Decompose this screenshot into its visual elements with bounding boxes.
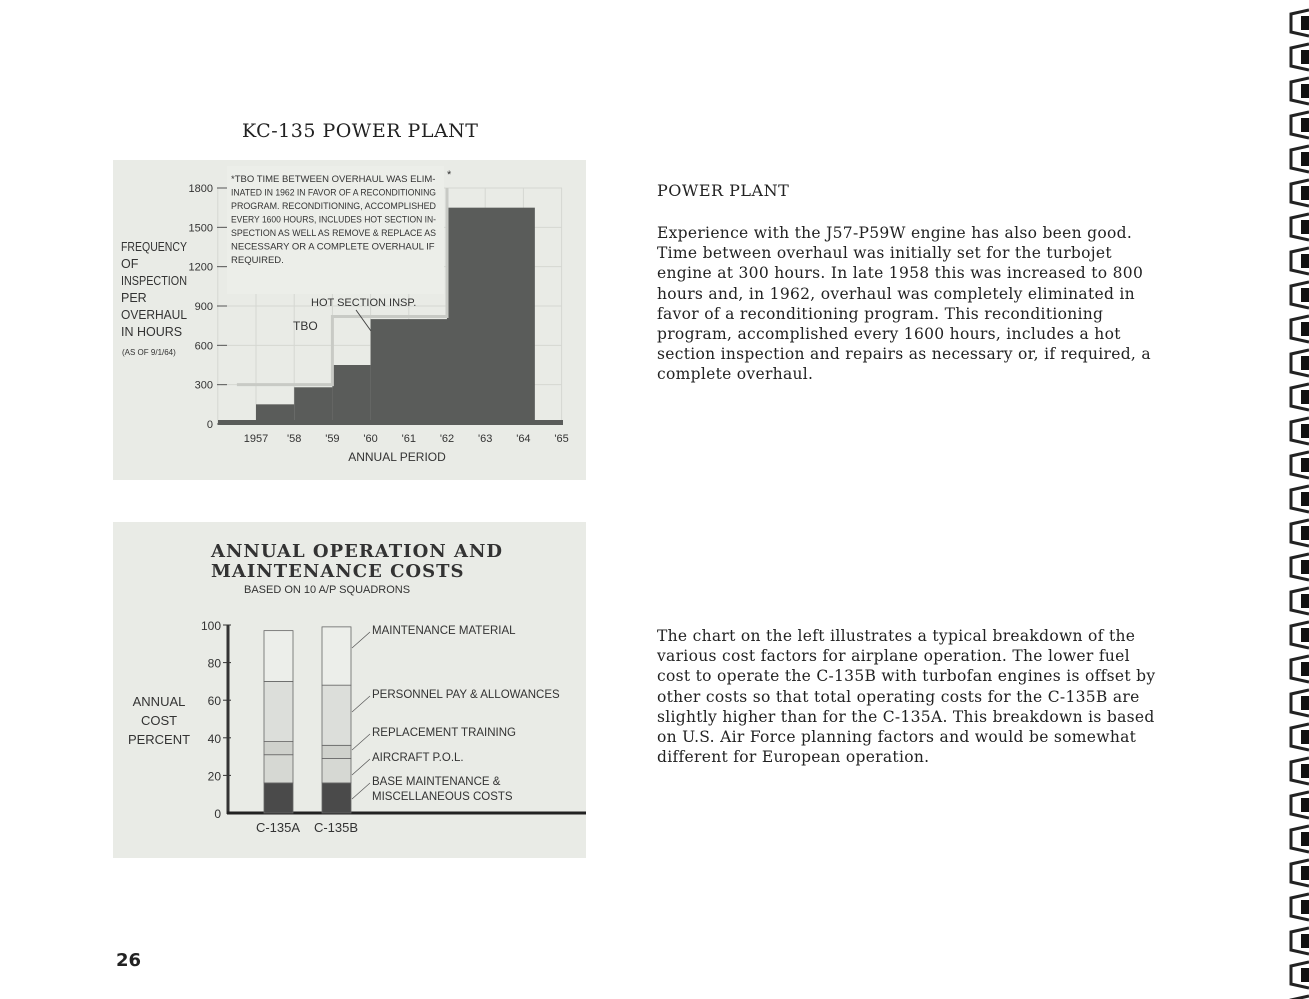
y-tick-label: 0	[214, 807, 221, 821]
legend-pointer	[352, 696, 370, 712]
y-tick-label: 1800	[188, 183, 213, 195]
y-tick-label: 80	[207, 656, 221, 671]
binding-hole	[1301, 764, 1309, 778]
binding-hole	[1301, 730, 1309, 744]
binding-hole	[1301, 186, 1309, 200]
binding-hole	[1301, 356, 1309, 370]
legend-pointer	[352, 734, 370, 750]
bar	[371, 319, 447, 424]
legend-pointer	[352, 759, 370, 775]
y-tick-label: 20	[207, 769, 221, 784]
y-axis-label: ANNUAL	[132, 694, 186, 709]
binding-hole	[1301, 560, 1309, 574]
binding-hole	[1301, 934, 1309, 948]
bar-segment	[264, 681, 293, 741]
category-label: C-135A	[255, 820, 301, 835]
bar-segment	[322, 745, 351, 758]
note-line: EVERY 1600 HOURS, INCLUDES HOT SECTION IN-	[231, 214, 436, 226]
power-plant-paragraph: Experience with the J57-P59W engine has also been good. Time between overhaul was initially set for the turbojet engine at 300 hours. In late 1958 this was increased to 800 hours and, in 1962, overhaul was completely eliminated in favor of a reconditioning program. This reconditioning program, accomplished every 1600 hours, includes a hot section inspection and repairs as necessary or, if required, a complete overhaul.	[657, 224, 1151, 384]
bar	[294, 387, 332, 424]
tbo-chart	[113, 160, 586, 480]
cost-chart	[113, 522, 586, 858]
y-tick-label: 1500	[188, 222, 213, 235]
y-axis-label: OF	[121, 257, 139, 271]
binding-hole	[1301, 662, 1309, 676]
x-tick-label: '59	[325, 433, 340, 445]
note-line: PROGRAM. RECONDITIONING, ACCOMPLISHED	[231, 201, 437, 212]
x-tick-label: '58	[287, 433, 302, 445]
bar	[447, 208, 535, 424]
chart-subtitle: BASED ON 10 A/P SQUADRONS	[244, 584, 411, 596]
binding-hole	[1301, 526, 1309, 540]
legend-label: MAINTENANCE MATERIAL	[372, 625, 516, 637]
binding-hole	[1301, 458, 1309, 472]
binding-hole	[1301, 152, 1309, 166]
y-tick-label: 40	[207, 731, 221, 746]
hot-section-pointer	[356, 310, 371, 331]
y-axis-label: INSPECTION	[121, 274, 187, 288]
bar-segment	[322, 783, 351, 813]
binding-hole	[1301, 832, 1309, 846]
bar-segment	[322, 685, 351, 745]
bar-segment	[264, 783, 293, 813]
section-heading: POWER PLANT	[657, 181, 790, 200]
x-axis-label: ANNUAL PERIOD	[348, 450, 446, 464]
binding-hole	[1301, 424, 1309, 438]
bar-segment	[322, 758, 351, 782]
y-axis-label: FREQUENCY	[121, 240, 188, 254]
binding-hole	[1301, 492, 1309, 506]
bar-segment	[264, 631, 293, 682]
tbo-label: TBO	[293, 319, 318, 333]
y-tick-label: 300	[194, 379, 213, 392]
y-axis-label: OVERHAUL	[121, 308, 188, 322]
bar	[332, 365, 370, 424]
note-line: REQUIRED.	[231, 255, 284, 266]
binding-hole	[1301, 696, 1309, 710]
binding-hole	[1301, 16, 1309, 30]
binding-hole	[1301, 50, 1309, 64]
y-tick-label: 0	[206, 419, 213, 431]
binding-hole	[1301, 322, 1309, 336]
y-axis-label: PERCENT	[127, 732, 191, 747]
binding-hole	[1301, 866, 1309, 880]
note-line: SPECTION AS WELL AS REMOVE & REPLACE AS	[231, 228, 436, 239]
category-label: C-135B	[313, 820, 359, 835]
x-tick-label: '65	[554, 433, 569, 445]
x-tick-label: '62	[439, 433, 455, 445]
binding-hole	[1301, 390, 1309, 404]
x-tick-label: 1957	[243, 433, 269, 445]
x-tick-label: '60	[363, 433, 378, 445]
legend-label: PERSONNEL PAY & ALLOWANCES	[372, 689, 560, 701]
legend-label: REPLACEMENT TRAINING	[372, 727, 516, 739]
binding-hole	[1301, 254, 1309, 268]
y-tick-label: 600	[194, 340, 213, 353]
binding-hole	[1301, 594, 1309, 608]
page-title: KC-135 POWER PLANT	[242, 120, 479, 142]
binding-hole	[1301, 900, 1309, 914]
cost-chart-panel	[113, 522, 586, 858]
x-tick-label: '64	[516, 433, 531, 445]
legend-pointer	[352, 783, 370, 799]
binding-hole	[1301, 628, 1309, 642]
chart-title: MAINTENANCE COSTS	[211, 561, 465, 582]
y-axis-label: IN HOURS	[121, 325, 183, 339]
binding-hole	[1301, 798, 1309, 812]
note-line: *TBO TIME BETWEEN OVERHAUL WAS ELIM-	[231, 174, 436, 185]
spiral-binding	[1279, 0, 1309, 999]
hot-section-label: HOT SECTION INSP.	[311, 297, 417, 309]
legend-label: BASE MAINTENANCE &	[372, 776, 501, 788]
y-axis-label: PER	[121, 291, 147, 305]
binding-hole	[1301, 220, 1309, 234]
y-axis-label: COST	[140, 713, 178, 728]
note-line: INATED IN 1962 IN FAVOR OF A RECONDITIONING	[231, 187, 436, 199]
asterisk: *	[447, 169, 452, 181]
y-tick-label: 60	[207, 694, 221, 709]
bar-segment	[264, 742, 293, 755]
y-tick-label: 1200	[188, 261, 213, 274]
legend-label: MISCELLANEOUS COSTS	[372, 791, 513, 803]
page-number: 26	[116, 950, 142, 971]
y-tick-label: 100	[200, 619, 221, 633]
binding-hole	[1301, 118, 1309, 132]
y-axis-note: (AS OF 9/1/64)	[122, 348, 176, 357]
cost-paragraph: The chart on the left illustrates a typical breakdown of the various cost factors for airplane operation. The lower fuel cost to operate the C-135B with turbofan engines is offset by other costs so that total operating costs for the C-135B are slightly higher than for the C-135A. This breakdown is based on U.S. Air Force planning factors and would be somewhat different for European operation.	[657, 627, 1156, 767]
binding-hole	[1301, 288, 1309, 302]
y-tick-label: 900	[194, 301, 213, 313]
baseline	[218, 420, 563, 425]
x-tick-label: '61	[401, 433, 416, 445]
legend-label: AIRCRAFT P.O.L.	[372, 752, 464, 764]
legend-pointer	[352, 632, 370, 648]
bar-segment	[264, 755, 293, 783]
bar-segment	[322, 627, 351, 685]
binding-hole	[1301, 84, 1309, 98]
x-tick-label: '63	[478, 433, 493, 445]
note-line: NECESSARY OR A COMPLETE OVERHAUL IF	[231, 241, 435, 253]
tbo-chart-panel	[113, 160, 586, 480]
chart-title: ANNUAL OPERATION AND	[211, 541, 504, 562]
binding-hole	[1301, 968, 1309, 982]
